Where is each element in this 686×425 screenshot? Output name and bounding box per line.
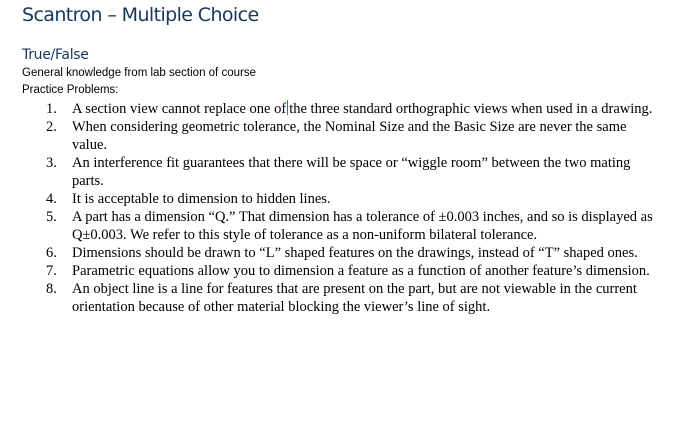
practice-problems-label: Practice Problems: bbox=[22, 84, 119, 96]
problem-text: When considering geometric tolerance, the Nominal Size and the Basic Size are never the same value. bbox=[72, 119, 627, 153]
problem-number: 3. bbox=[46, 155, 57, 171]
intro-line: General knowledge from lab section of course bbox=[22, 67, 256, 79]
problem-item-2[interactable] bbox=[0, 118, 660, 154]
problem-text: An interference fit guarantees that there will be space or “wiggle room” between the two mating parts. bbox=[72, 155, 631, 189]
problem-text: A part has a dimension “Q.” That dimension has a tolerance of ±0.003 inches, and so is displayed as Q±0.003. We refer to this style of tolerance as a non-uniform bilateral tolerance. bbox=[72, 209, 653, 243]
problem-number: 6. bbox=[46, 245, 57, 261]
section-heading: True/False bbox=[22, 47, 89, 63]
problem-number: 1. bbox=[46, 101, 57, 117]
problem-number: 5. bbox=[46, 209, 57, 225]
problem-number: 4. bbox=[46, 191, 57, 207]
problem-number: 8. bbox=[46, 281, 57, 297]
problem-text: Dimensions should be drawn to “L” shaped features on the drawings, instead of “T” shaped ones. bbox=[72, 245, 638, 261]
problem-item-1[interactable] bbox=[0, 100, 660, 118]
problem-item-8[interactable] bbox=[0, 280, 660, 316]
problem-text: It is acceptable to dimension to hidden lines. bbox=[72, 191, 331, 207]
problem-item-4[interactable] bbox=[0, 190, 660, 208]
problem-list bbox=[0, 100, 660, 316]
problem-number: 7. bbox=[46, 263, 57, 279]
problem-item-6[interactable] bbox=[0, 244, 660, 262]
problem-text bbox=[72, 101, 652, 117]
problem-text-part: A section view cannot replace one of bbox=[72, 101, 287, 117]
problem-number: 2. bbox=[46, 119, 57, 135]
problem-item-5[interactable] bbox=[0, 208, 660, 244]
problem-text-part: the three standard orthographic views when used in a drawing. bbox=[289, 101, 653, 117]
problem-text: An object line is a line for features that are present on the part, but are not viewable in the current orientation because of other material blocking the viewer’s line of sight. bbox=[72, 281, 637, 315]
problem-item-3[interactable] bbox=[0, 154, 660, 190]
problem-item-7[interactable] bbox=[0, 262, 660, 280]
problem-text: Parametric equations allow you to dimension a feature as a function of another feature’s dimension. bbox=[72, 263, 650, 279]
document-title: Scantron – Multiple Choice bbox=[22, 4, 259, 26]
